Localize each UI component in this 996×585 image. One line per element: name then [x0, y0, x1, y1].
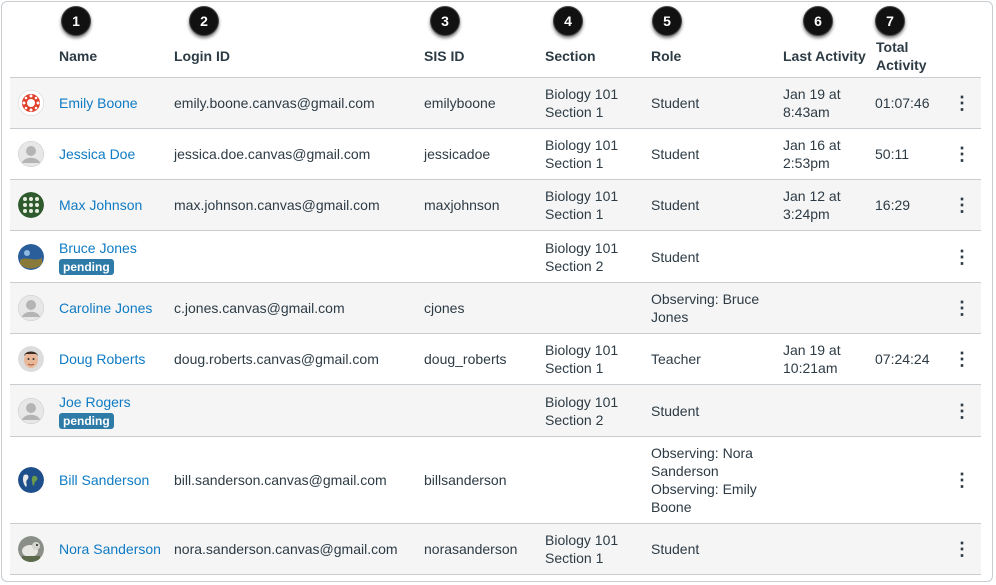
table-row: [10, 524, 981, 575]
sis-id-cell: doug_roberts: [424, 351, 507, 367]
pending-badge: pending: [59, 413, 114, 429]
table-row: [10, 78, 981, 129]
section-line: Section 2: [545, 257, 604, 274]
role-line: Observing: Emily: [651, 481, 757, 497]
login-id-cell: [174, 385, 419, 436]
role-cell: [651, 385, 776, 436]
column-header-last-activity[interactable]: Last Activity: [783, 48, 866, 64]
name-cell: [59, 524, 169, 574]
role-line: Teacher: [651, 351, 701, 367]
section-line: Section 1: [545, 550, 604, 566]
column-header-name[interactable]: Name: [59, 48, 98, 64]
avatar-cell: [17, 437, 45, 523]
login-id-cell: emily.boone.canvas@gmail.com: [174, 95, 375, 111]
role-line: Student: [651, 95, 700, 111]
section-cell: [545, 231, 645, 282]
last-activity-cell: [783, 129, 868, 179]
avatar-cell: [17, 129, 45, 179]
avatar-cell: [17, 385, 45, 436]
sis-id-cell: emilyboone: [424, 95, 496, 111]
name-cell: [59, 283, 169, 333]
avatar-cell: [17, 524, 45, 574]
table-row: [10, 283, 981, 334]
login-id-cell: bill.sanderson.canvas@gmail.com: [174, 472, 387, 488]
canvas-logo-avatar[interactable]: [18, 90, 44, 116]
table-row: [10, 334, 981, 385]
avatar-cell: [17, 283, 45, 333]
role-line: Student: [651, 248, 700, 265]
login-id-cell: [174, 231, 419, 282]
total-activity-cell: [875, 283, 945, 333]
user-name-link[interactable]: Emily Boone: [59, 95, 138, 111]
total-activity-cell: 07:24:24: [875, 351, 930, 367]
role-cell: [651, 437, 776, 523]
last-activity-cell: [783, 180, 868, 230]
role-cell: [651, 283, 776, 333]
landscape-avatar[interactable]: [18, 244, 44, 270]
section-cell: [545, 129, 645, 179]
total-activity-cell: 01:07:46: [875, 95, 930, 111]
last-activity-line: 3:24pm: [783, 206, 830, 222]
role-line: Boone: [651, 499, 692, 515]
user-name-link[interactable]: Max Johnson: [59, 197, 143, 213]
name-cell: [59, 385, 169, 436]
role-cell: [651, 334, 776, 384]
total-activity-cell: [875, 231, 945, 282]
more-options-icon[interactable]: ⋮: [953, 144, 971, 164]
role-line: Jones: [651, 309, 689, 325]
user-name-link[interactable]: Caroline Jones: [59, 300, 153, 316]
section-line: Biology 101: [545, 86, 619, 102]
login-id-cell: nora.sanderson.canvas@gmail.com: [174, 541, 398, 557]
more-options-icon[interactable]: ⋮: [953, 539, 971, 559]
table-row: [10, 385, 981, 437]
callout-3: 3: [430, 6, 460, 36]
role-cell: [651, 180, 776, 230]
avatar-cell: [17, 180, 45, 230]
section-line: Section 1: [545, 360, 604, 376]
more-options-icon[interactable]: ⋮: [953, 298, 971, 318]
total-activity-cell: 50:11: [875, 146, 909, 162]
row-options-cell: [950, 78, 974, 128]
callout-7: 7: [875, 6, 905, 36]
role-line: Student: [651, 541, 700, 557]
login-id-cell: c.jones.canvas@gmail.com: [174, 300, 345, 316]
section-cell: [545, 437, 645, 523]
role-cell: [651, 524, 776, 574]
section-cell: [545, 78, 645, 128]
section-line: Biology 101: [545, 532, 619, 548]
role-cell: [651, 231, 776, 282]
section-line: Section 2: [545, 411, 604, 428]
role-line: Student: [651, 197, 700, 213]
last-activity-cell: [783, 524, 868, 574]
role-line: Student: [651, 402, 700, 419]
role-line: Observing: Bruce: [651, 291, 760, 307]
avatar-cell: [17, 231, 45, 282]
name-cell: [59, 180, 169, 230]
row-options-cell: [950, 283, 974, 333]
section-cell: [545, 385, 645, 436]
total-activity-line-1: Total: [876, 39, 909, 55]
row-options-cell: [950, 437, 974, 523]
total-activity-line-2: Activity: [876, 57, 927, 73]
more-options-icon[interactable]: ⋮: [953, 246, 971, 267]
section-line: Biology 101: [545, 393, 619, 410]
last-activity-line: Jan 12 at: [783, 188, 841, 204]
avatar-cell: [17, 334, 45, 384]
row-options-cell: [950, 524, 974, 574]
roster-table-body: [10, 77, 981, 575]
role-line: Observing: Nora: [651, 445, 753, 461]
animal-avatar[interactable]: [18, 536, 44, 562]
callout-1: 1: [61, 6, 91, 36]
table-row: [10, 129, 981, 180]
user-name-link[interactable]: Bill Sanderson: [59, 472, 150, 488]
user-name-link[interactable]: Joe Rogers: [59, 393, 131, 410]
section-line: Biology 101: [545, 239, 619, 256]
name-cell: [59, 129, 169, 179]
login-id-cell: max.johnson.canvas@gmail.com: [174, 197, 380, 213]
pattern-avatar[interactable]: [18, 192, 44, 218]
last-activity-cell: [783, 78, 868, 128]
total-activity-cell: [875, 524, 945, 574]
default-avatar[interactable]: [18, 295, 44, 321]
section-cell: [545, 180, 645, 230]
role-line: Sanderson: [651, 463, 719, 479]
last-activity-line: Jan 19 at: [783, 342, 841, 358]
row-options-cell: [950, 180, 974, 230]
section-line: Biology 101: [545, 342, 619, 358]
row-options-cell: [950, 231, 974, 282]
last-activity-line: 8:43am: [783, 104, 830, 120]
user-name-link[interactable]: Nora Sanderson: [59, 541, 161, 557]
role-line: Student: [651, 146, 700, 162]
row-options-cell: [950, 334, 974, 384]
column-header-sis-id[interactable]: SIS ID: [424, 48, 465, 64]
user-name-link[interactable]: Doug Roberts: [59, 351, 146, 367]
section-line: Section 1: [545, 206, 604, 222]
section-line: Biology 101: [545, 137, 619, 153]
table-row: [10, 231, 981, 283]
section-cell: [545, 524, 645, 574]
login-id-cell: doug.roberts.canvas@gmail.com: [174, 351, 379, 367]
last-activity-cell: [783, 385, 868, 436]
user-name-link[interactable]: Bruce Jones: [59, 239, 137, 256]
column-header-total-activity[interactable]: [876, 38, 927, 74]
last-activity-line: Jan 16 at: [783, 137, 841, 153]
more-options-icon[interactable]: ⋮: [953, 470, 971, 490]
name-cell: [59, 78, 169, 128]
earth-avatar[interactable]: [18, 467, 44, 493]
section-line: Section 1: [545, 104, 604, 120]
more-options-icon[interactable]: ⋮: [953, 93, 971, 113]
column-header-role[interactable]: Role: [651, 48, 682, 64]
column-header-section[interactable]: Section: [545, 48, 596, 64]
role-cell: [651, 78, 776, 128]
more-options-icon[interactable]: ⋮: [953, 400, 971, 421]
avatar-cell: [17, 78, 45, 128]
more-options-icon[interactable]: ⋮: [953, 195, 971, 215]
sis-id-cell: billsanderson: [424, 472, 507, 488]
name-cell: [59, 437, 169, 523]
login-id-cell: jessica.doe.canvas@gmail.com: [174, 146, 371, 162]
sis-id-cell: maxjohnson: [424, 197, 500, 213]
face-avatar[interactable]: [18, 346, 44, 372]
more-options-icon[interactable]: ⋮: [953, 349, 971, 369]
total-activity-cell: [875, 437, 945, 523]
section-cell: [545, 334, 645, 384]
total-activity-cell: 16:29: [875, 197, 911, 213]
last-activity-cell: [783, 437, 868, 523]
row-options-cell: [950, 385, 974, 436]
total-activity-cell: [875, 385, 945, 436]
pending-badge: pending: [59, 259, 114, 275]
sis-id-cell: jessicadoe: [424, 146, 491, 162]
column-header-login-id[interactable]: Login ID: [174, 48, 230, 64]
name-cell: [59, 334, 169, 384]
callout-6: 6: [803, 6, 833, 36]
table-row: [10, 437, 981, 524]
last-activity-cell: [783, 283, 868, 333]
last-activity-cell: [783, 231, 868, 282]
role-cell: [651, 129, 776, 179]
default-avatar[interactable]: [18, 398, 44, 424]
callout-5: 5: [652, 6, 682, 36]
callout-4: 4: [553, 6, 583, 36]
sis-id-cell: [424, 231, 539, 282]
sis-id-cell: norasanderson: [424, 541, 518, 557]
user-name-link[interactable]: Jessica Doe: [59, 146, 136, 162]
callout-2: 2: [189, 6, 219, 36]
last-activity-cell: [783, 334, 868, 384]
sis-id-cell: [424, 385, 539, 436]
last-activity-line: Jan 19 at: [783, 86, 841, 102]
section-line: Biology 101: [545, 188, 619, 204]
last-activity-line: 2:53pm: [783, 155, 830, 171]
section-cell: [545, 283, 645, 333]
sis-id-cell: cjones: [424, 300, 465, 316]
last-activity-line: 10:21am: [783, 360, 838, 376]
name-cell: [59, 231, 169, 282]
section-line: Section 1: [545, 155, 604, 171]
row-options-cell: [950, 129, 974, 179]
default-avatar[interactable]: [18, 141, 44, 167]
table-row: [10, 180, 981, 231]
